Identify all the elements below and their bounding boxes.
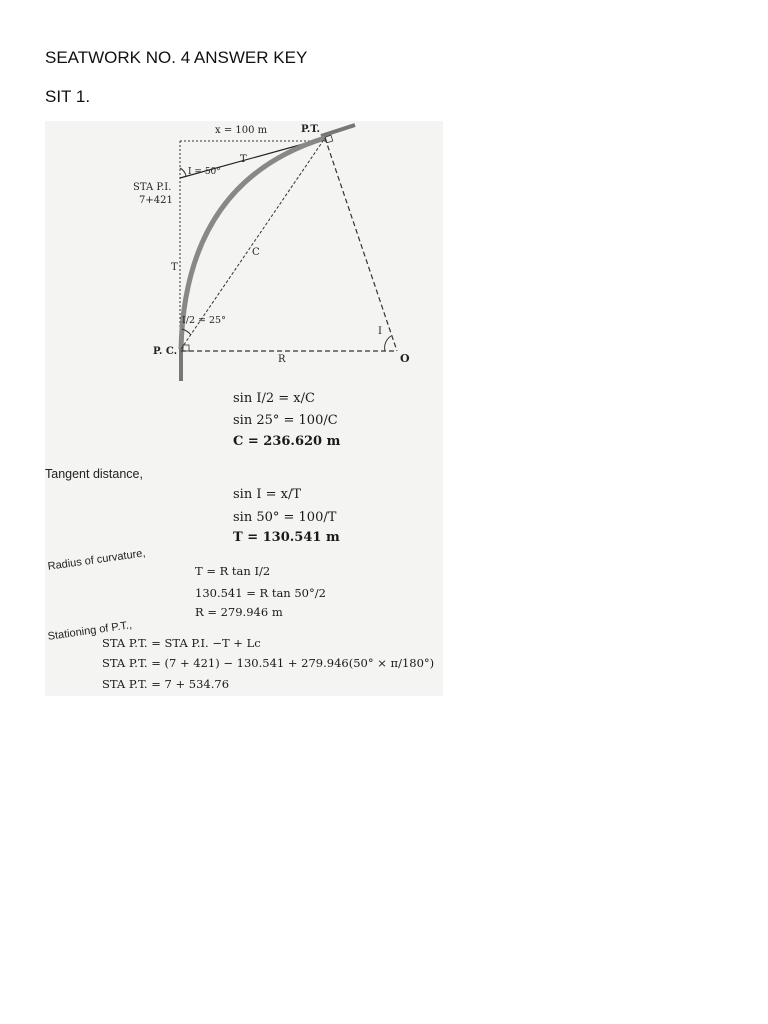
stationing-equation-2: STA P.T. = (7 + 421) − 130.541 + 279.946(50° × π/180°) [102, 656, 435, 670]
tangent-distance-caption: Tangent distance, [45, 467, 143, 481]
chord-result: C = 236.620 m [233, 434, 341, 449]
sta-pi-value: 7+421 [139, 195, 173, 206]
tangent-equation-2: sin 50° = 100/T [233, 510, 337, 525]
stationing-result: STA P.T. = 7 + 534.76 [102, 677, 230, 691]
half-angle-label: I/2 = 25° [182, 315, 226, 326]
pc-label: P. C. [153, 346, 178, 357]
chord-equation-1: sin I/2 = x/C [233, 391, 315, 406]
section-label: SIT 1. [45, 87, 91, 106]
forward-tangent-label: T [240, 154, 247, 165]
scanned-solution-image [45, 121, 443, 696]
stationing-equation-1: STA P.T. = STA P.I. −T + Lc [102, 636, 261, 650]
radius-equation-2: 130.541 = R tan 50°/2 [195, 586, 326, 600]
stationing-caption: Stationing of P.T., [47, 619, 133, 643]
tangent-result: T = 130.541 m [233, 530, 340, 545]
radius-label: R [278, 354, 286, 365]
radius-line-pt [325, 138, 397, 351]
right-angle-mark-pc [183, 345, 189, 351]
right-angle-mark-pt [325, 135, 333, 143]
center-point-label: O [400, 352, 410, 365]
chord-label: C [252, 247, 260, 258]
sta-pi-label: STA P.I. [133, 182, 172, 193]
center-angle-label: I [378, 326, 382, 337]
angle-arc-i [180, 168, 186, 176]
pt-label: P.T. [301, 124, 320, 135]
angle-arc-center [385, 336, 391, 351]
ahead-tangent-road [321, 125, 355, 136]
chord-equation-2: sin 25° = 100/C [233, 413, 338, 428]
back-tangent-label: T [171, 262, 178, 273]
x-dimension-label: x = 100 m [215, 125, 268, 136]
radius-caption: Radius of curvature, [47, 547, 147, 573]
document-title: SEATWORK NO. 4 ANSWER KEY [45, 48, 308, 67]
radius-equation-1: T = R tan I/2 [195, 564, 271, 578]
radius-result: R = 279.946 m [195, 605, 283, 619]
tangent-equation-1: sin I = x/T [233, 487, 302, 502]
intersection-angle-label: I = 50° [188, 167, 221, 177]
